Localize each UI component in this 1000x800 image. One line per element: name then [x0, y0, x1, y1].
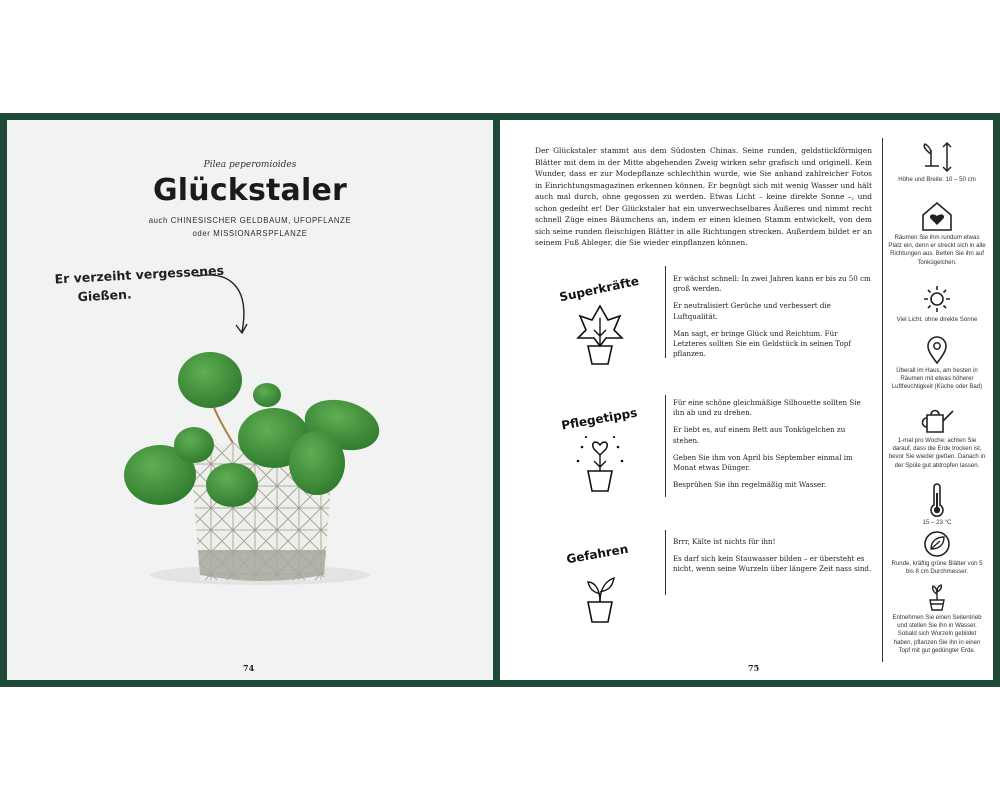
section-texts: [673, 274, 873, 366]
sidebar-item-watering: [888, 405, 986, 470]
sidebar-item-size: [888, 140, 986, 184]
section-gefahren: [535, 530, 875, 630]
section-divider: [665, 266, 666, 358]
section-item: Er neutralisiert Gerüche und verbessert die Luftqualität.: [673, 301, 831, 321]
section-pflegetipps: [535, 395, 875, 505]
section-title: Superkräfte: [558, 273, 641, 305]
page-number-right: 75: [748, 663, 760, 673]
latin-name: Pilea peperomioides: [203, 160, 297, 170]
handwritten-note-line: Gießen.: [77, 286, 133, 305]
section-item: Besprühen Sie ihn regelmäßig mit Wasser.: [673, 479, 827, 489]
section-item: Geben Sie ihm von April bis September einmal im Monat etwas Dünger.: [673, 452, 853, 473]
section-item: Man sagt, er bringe Glück und Reichtum. Für Letzteres sollten Sie ein Geldstück in seinen Topf pflanzen.: [673, 328, 851, 359]
sidebar-text: Viel Licht, ohne direkte Sonne: [896, 316, 978, 323]
sidebar-text: Höhe und Breite: 10 – 50 cm: [898, 176, 976, 183]
alternative-names: [7, 214, 493, 240]
section-item: Er liebt es, auf einem Bett aus Tonkügelchen zu stehen.: [673, 425, 846, 445]
section-texts: [673, 537, 873, 581]
sidebar-text: Entnehmen Sie einen Seitentrieb und stellen Sie ihn in Wasser. Sobald sich Wurzeln gebildet haben, pflanzen Sie ihn in einen Topf mit gut gedüngter Erde.: [892, 614, 982, 654]
sidebar-item-light: [888, 284, 986, 324]
sidebar-item-temperature: [888, 483, 986, 527]
handwritten-note-line: Er verzeiht vergessenes: [54, 262, 225, 287]
section-item: Für eine schöne gleichmäßige Silhouette sollten Sie ihn ab und zu drehen.: [673, 398, 861, 418]
sun-icon: [920, 284, 954, 314]
alternative-names-line: oder MISSIONARSPFLANZE: [192, 229, 308, 238]
section-title: Gefahren: [565, 541, 630, 567]
intro-paragraph: Der Glückstaler stammt aus dem Südosten Chinas. Seine runden, geldstückförmigen Blätter mit dem in der Mitte abgehenden Zweig wirken sehr grafisch und originell. Kein Wunder, dass er zur Modepflanze schlechthin wurde, wie Sie anhand zahlreicher Fotos in Einrichtungsmagazinen erkennen können. Er begnügt sich mit wenig Wasser und hält auch mal durch, ohne gegossen zu werden. Etwas Licht – keine direkte Sonne –, und schon gedeiht er! Der Glückstaler hat ein unverwechselbares Äußeres und nimmt recht schnell Züge eines Bäumchens an, indem er einen kleinen Stamm entwickelt, von dem sich seine runden fleischigen Blätter in alle Richtungen strecken. Außerdem bildet er an seinem Fuß Ableger, die Sie wieder einpflanzen können.: [535, 146, 872, 248]
house-heart-icon: [919, 200, 955, 232]
superpower-plant-icon: [550, 268, 650, 368]
book-spread: [0, 113, 1000, 687]
sidebar-text: 1-mal pro Woche; achten Sie darauf, dass die Erde trocken ist, bevor Sie wieder gießen. Danach in der Spüle gut abtropfen lassen.: [888, 437, 986, 469]
section-divider: [665, 530, 666, 595]
section-texts: [673, 398, 873, 497]
pilea-plant-photo: [112, 325, 412, 595]
sidebar-item-propagation: [888, 582, 986, 655]
sidebar-text: Überall im Haus, am besten in Räumen mit etwas höherer Luftfeuchtigkeit (Küche oder Bad): [891, 367, 983, 391]
sidebar-text: 15 – 23 °C: [922, 519, 952, 526]
page-title: Glückstaler: [152, 173, 348, 208]
right-page: [500, 120, 993, 680]
danger-plant-icon: [550, 530, 650, 630]
section-superkraefte: [535, 266, 875, 366]
section-item: Er wächst schnell: In zwei Jahren kann er bis zu 50 cm groß werden.: [673, 274, 871, 294]
sidebar-item-space: [888, 200, 986, 267]
page-number-left: 74: [243, 663, 255, 673]
section-item: Es darf sich kein Stauwasser bilden – er übersteht es nicht, wenn seine Wurzeln über längere Zeit nass sind.: [673, 553, 872, 574]
leaf-icon: [922, 530, 952, 558]
sidebar-item-location: [888, 335, 986, 392]
sidebar-divider: [882, 138, 883, 662]
watering-can-icon: [917, 405, 957, 435]
plant-height-icon: [917, 140, 957, 174]
sidebar-item-leaves: [888, 530, 986, 576]
left-page: [7, 120, 493, 680]
thermometer-icon: [925, 483, 949, 517]
location-pin-icon: [922, 335, 952, 365]
section-divider: [665, 395, 666, 497]
care-plant-icon: [550, 395, 650, 505]
sidebar-text: Räumen Sie ihm rundum etwas Platz ein, denn er streckt sich in alle Richtungen aus. Betten Sie ihn auf Tonkügelchen.: [888, 234, 986, 266]
sidebar-text: Runde, kräftig grüne Blätter von 5 bis 8 cm Durchmesser.: [891, 560, 983, 576]
cutting-icon: [924, 582, 950, 612]
section-item: Brrr, Kälte ist nichts für ihn!: [673, 537, 776, 546]
section-title: Pflegetipps: [560, 405, 639, 433]
alternative-names-line: auch CHINESISCHER GELDBAUM, UFOPFLANZE: [148, 216, 352, 225]
